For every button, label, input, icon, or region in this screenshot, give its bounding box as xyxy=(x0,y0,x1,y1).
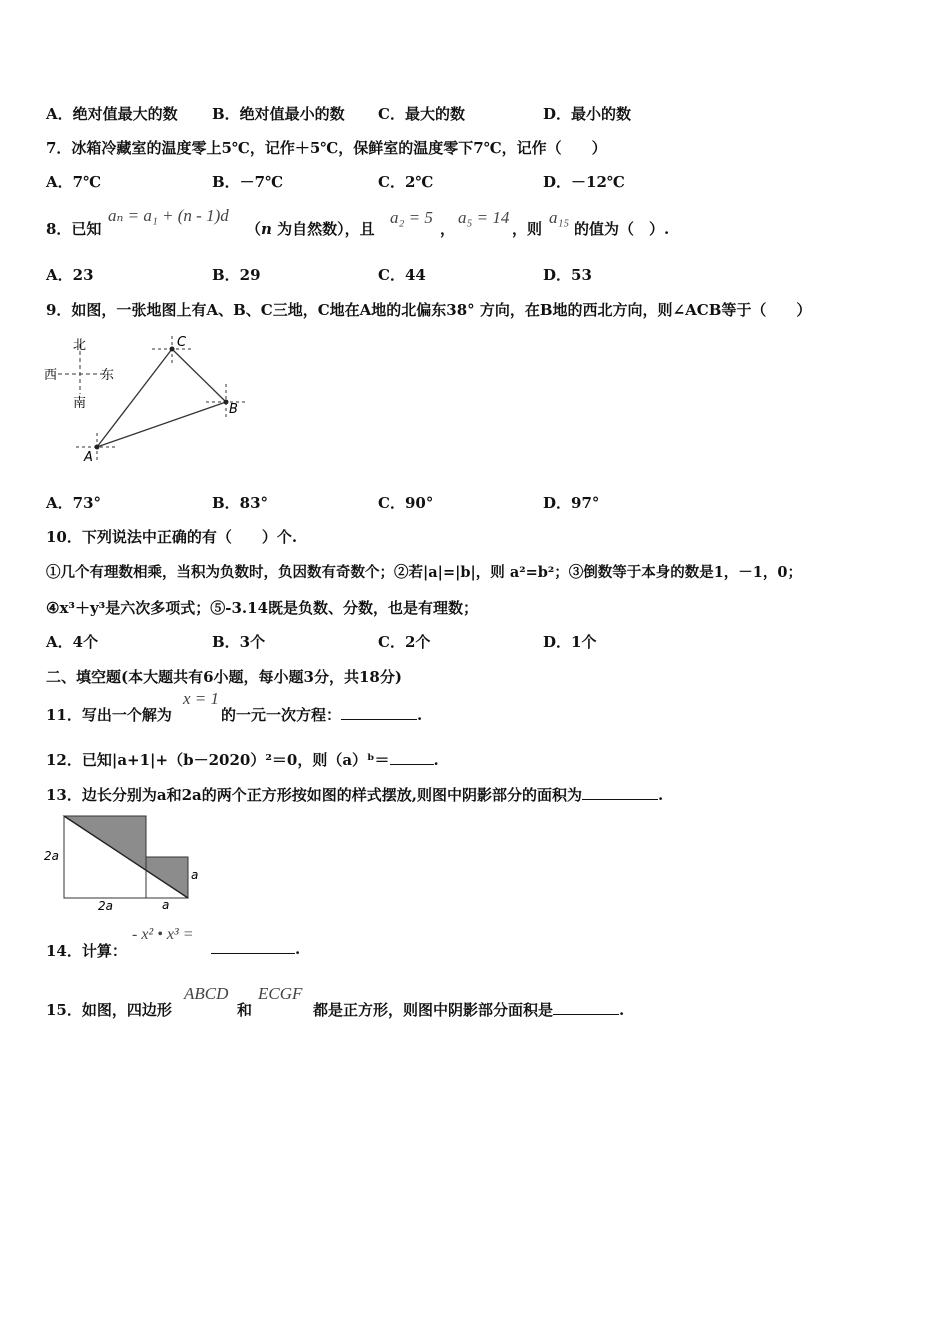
label-b: B xyxy=(229,402,238,417)
q15-abcd: ABCD xyxy=(184,984,229,1003)
q10-option-c: C．2个 xyxy=(378,633,431,651)
q6-option-b: B．绝对值最小的数 xyxy=(212,105,345,123)
segment-cb xyxy=(172,349,226,402)
q15-prefix: 15．如图，四边形 xyxy=(46,1001,172,1019)
q11-answer-blank[interactable] xyxy=(341,707,417,720)
point-a-dot xyxy=(95,445,100,450)
label-bottom-2a: 2a xyxy=(98,899,113,913)
point-c-dot xyxy=(170,347,175,352)
label-left-2a: 2a xyxy=(44,849,59,863)
q10-option-b: B．3个 xyxy=(212,633,266,651)
point-b-dot xyxy=(224,400,229,405)
q13-squares-figure xyxy=(40,812,210,914)
q8-prefix: 8．已知 xyxy=(46,220,102,238)
q13-answer-blank[interactable] xyxy=(582,787,658,800)
compass-south: 南 xyxy=(73,396,87,411)
q7-option-b: B．－7℃ xyxy=(212,173,284,191)
q9-option-c: C．90° xyxy=(378,494,434,512)
q15-suffix: 都是正方形，则图中阴影部分面积是 . xyxy=(313,1001,625,1019)
segment-ac xyxy=(97,349,172,447)
q11-suffix: 的一元一次方程： . xyxy=(221,706,423,724)
label-a: A xyxy=(84,450,93,465)
q8-a2: a₂ = 5 xyxy=(390,208,433,227)
q9-option-a: A．73° xyxy=(46,494,102,512)
q11-prefix: 11．写出一个解为 xyxy=(46,706,172,724)
q8-a5: a₅ = 14 xyxy=(458,208,510,227)
q14-answer-blank[interactable] xyxy=(211,941,295,954)
q9-option-b: B．83° xyxy=(212,494,269,512)
q8-option-b: B．29 xyxy=(212,266,261,284)
q10-statement-1: ①几个有理数相乘，当积为负数时，负因数有奇数个；②若|a|=|b|，则 a²=b²；③倒数等于本身的数是1，－1，0； xyxy=(46,564,802,581)
q10-option-a: A．4个 xyxy=(46,633,99,651)
q9-option-d: D．97° xyxy=(543,494,600,512)
compass-east: 东 xyxy=(101,368,115,383)
q8-condition: （n 为自然数），且 xyxy=(246,220,375,238)
compass-west: 西 xyxy=(44,368,58,383)
label-right-a: a xyxy=(191,868,199,882)
q8-option-a: A．23 xyxy=(46,266,94,284)
q15-ecgf: ECGF xyxy=(258,984,303,1003)
q7-option-d: D．－12℃ xyxy=(543,173,625,191)
q7-option-c: C．2℃ xyxy=(378,173,434,191)
compass-north: 北 xyxy=(73,338,87,353)
q10-stem: 10．下列说法中正确的有（ ）个. xyxy=(46,528,298,546)
segment-ab xyxy=(97,402,226,447)
q6-option-d: D．最小的数 xyxy=(543,105,632,123)
q11-formula: x = 1 xyxy=(183,689,220,708)
q8-option-d: D．53 xyxy=(543,266,592,284)
q15-and: 和 xyxy=(237,1001,253,1019)
q10-statement-2: ④x³＋y³是六次多项式；⑤-3.14既是负数、分数，也是有理数； xyxy=(46,599,479,617)
q15-answer-blank[interactable] xyxy=(553,1002,619,1015)
q8-comma: ， xyxy=(440,220,456,238)
q6-option-c: C．最大的数 xyxy=(378,105,465,123)
q14-formula: - x² • x³ = xyxy=(132,926,194,943)
q12-stem: 12．已知|a+1|+（b－2020）²＝0，则（a）ᵇ＝ . xyxy=(46,751,439,769)
q8-formula: aₙ = a₁ + (n - 1)d xyxy=(108,206,229,225)
q6-option-a: A．绝对值最大的数 xyxy=(46,105,178,123)
q12-answer-blank[interactable] xyxy=(390,752,434,765)
q8-suffix: 的值为（ ）. xyxy=(574,220,670,238)
q7-option-a: A．7℃ xyxy=(46,173,102,191)
q13-stem: 13．边长分别为a和2a的两个正方形按如图的样式摆放,则图中阴影部分的面积为 . xyxy=(46,786,664,804)
label-c: C xyxy=(177,335,187,350)
q14-prefix: 14．计算： xyxy=(46,942,127,960)
label-bottom-a: a xyxy=(162,898,170,912)
q14-answer: . xyxy=(211,940,300,958)
q9-stem: 9．如图，一张地图上有A、B、C三地，C地在A地的北偏东38° 方向，在B地的西北方向，则∠ACB等于（ ） xyxy=(46,301,812,319)
section-2-heading: 二、填空题(本大题共有6小题，每小题3分，共18分) xyxy=(46,668,402,686)
q7-stem: 7．冰箱冷藏室的温度零上5℃，记作＋5℃，保鲜室的温度零下7℃，记作（ ） xyxy=(46,139,607,157)
q8-then: ，则 xyxy=(512,220,543,238)
q8-a15: a₁₅ xyxy=(549,208,570,227)
q10-option-d: D．1个 xyxy=(543,633,597,651)
q9-map-figure xyxy=(40,330,260,470)
q8-option-c: C．44 xyxy=(378,266,426,284)
